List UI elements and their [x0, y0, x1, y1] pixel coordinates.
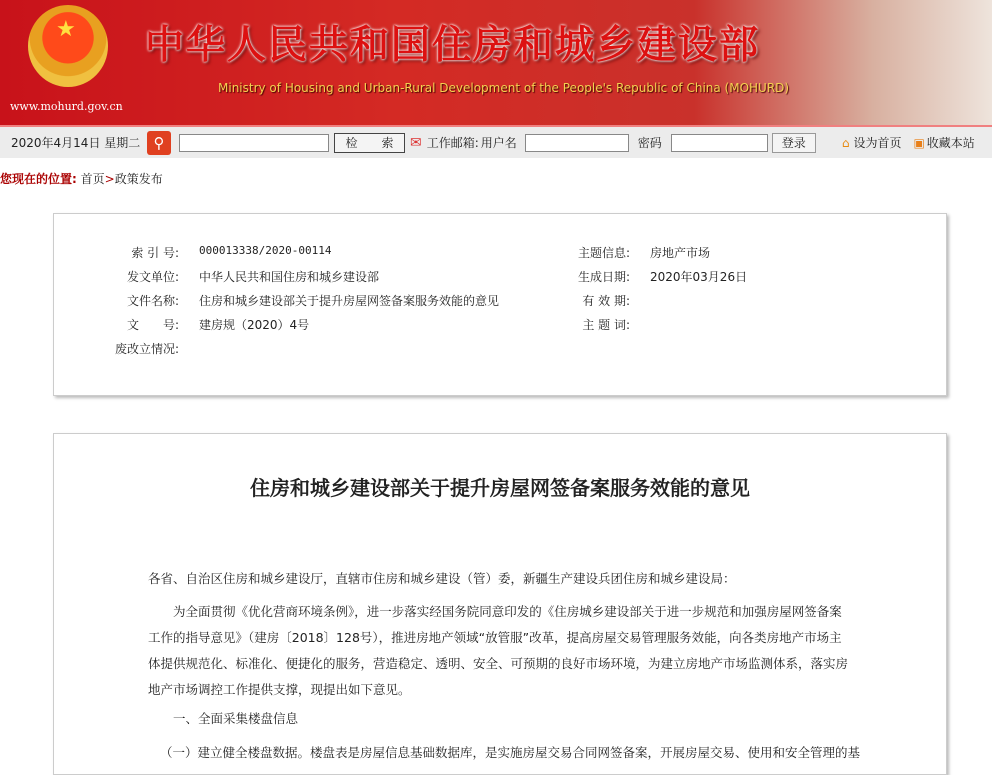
search-icon[interactable]: ⚲	[147, 131, 171, 155]
rss-icon: ▣	[913, 135, 925, 150]
search-input[interactable]	[179, 134, 329, 152]
national-emblem-logo: ★	[28, 5, 108, 87]
breadcrumb-home[interactable]: 首页	[80, 172, 105, 186]
site-banner	[0, 0, 992, 125]
metadata-panel: 索 引 号: 000013338/2020-00114 发文单位: 中华人民共和国住房和城乡建设部 文件名称: 住房和城乡建设部关于提升房屋网签备案服务效能的意见 文 号: 建房规（2020）4号 废改立情况: 主题信息: 房地产市场 生成日期: 2020年03月26日 有 效 期: 主 题 词:	[53, 213, 947, 396]
set-home-link[interactable]: 设为首页	[853, 136, 902, 150]
mail-icon: ✉	[410, 134, 422, 151]
password-input[interactable]	[671, 134, 768, 152]
site-url: www.mohurd.gov.cn	[10, 100, 123, 113]
username-label: 用户名	[480, 136, 517, 150]
site-title: 中华人民共和国住房和城乡建设部	[145, 23, 761, 68]
toolbar	[0, 125, 992, 158]
breadcrumb	[0, 170, 163, 187]
username-input[interactable]	[525, 134, 629, 152]
bookmark-link[interactable]: 收藏本站	[926, 136, 975, 150]
document-intro: 为全面贯彻《优化营商环境条例》，进一步落实经国务院同意印发的《住房城乡建设部关于进一步规范和加强房屋网签备案工作的指导意见》（建房〔2018〕128号），推进房地产领域“放管服”改革，提高房屋交易管理服务效能，向各类房地产市场主体提供规范化、标准化、便捷化的服务，营造稳定、透明、安全、可预期的良好市场环境，为建立房地产市场监测体系，落实房地产市场调控工作提供支撑，现提出如下意见。	[148, 604, 849, 697]
site-subtitle: Ministry of Housing and Urban-Rural Development of the People's Republic of China (MOHURD)	[218, 81, 790, 95]
login-button[interactable]: 登录	[772, 133, 816, 153]
mail-label: 工作邮箱:	[426, 136, 479, 150]
home-icon: ⌂	[841, 135, 850, 150]
breadcrumb-separator: >	[104, 172, 115, 186]
search-button[interactable]: 检 索	[334, 133, 405, 153]
document-addressee: 各省、自治区住房和城乡建设厅，直辖市住房和城乡建设（管）委，新疆生产建设兵团住房和城乡建设局：	[148, 571, 736, 586]
section-heading: 一、全面采集楼盘信息	[173, 711, 299, 726]
document-item: （一）建立健全楼盘数据。楼盘表是房屋信息基础数据库，是实施房屋交易合同网签备案，开展房屋交易、使用和安全管理的基	[160, 745, 861, 760]
password-label: 密码	[637, 136, 662, 150]
document-panel	[53, 433, 947, 775]
breadcrumb-current[interactable]: 政策发布	[114, 172, 163, 186]
document-title: 住房和城乡建设部关于提升房屋网签备案服务效能的意见	[250, 476, 750, 500]
current-date: 2020年4月14日 星期二	[11, 136, 141, 150]
breadcrumb-label: 您现在的位置:	[0, 172, 77, 186]
